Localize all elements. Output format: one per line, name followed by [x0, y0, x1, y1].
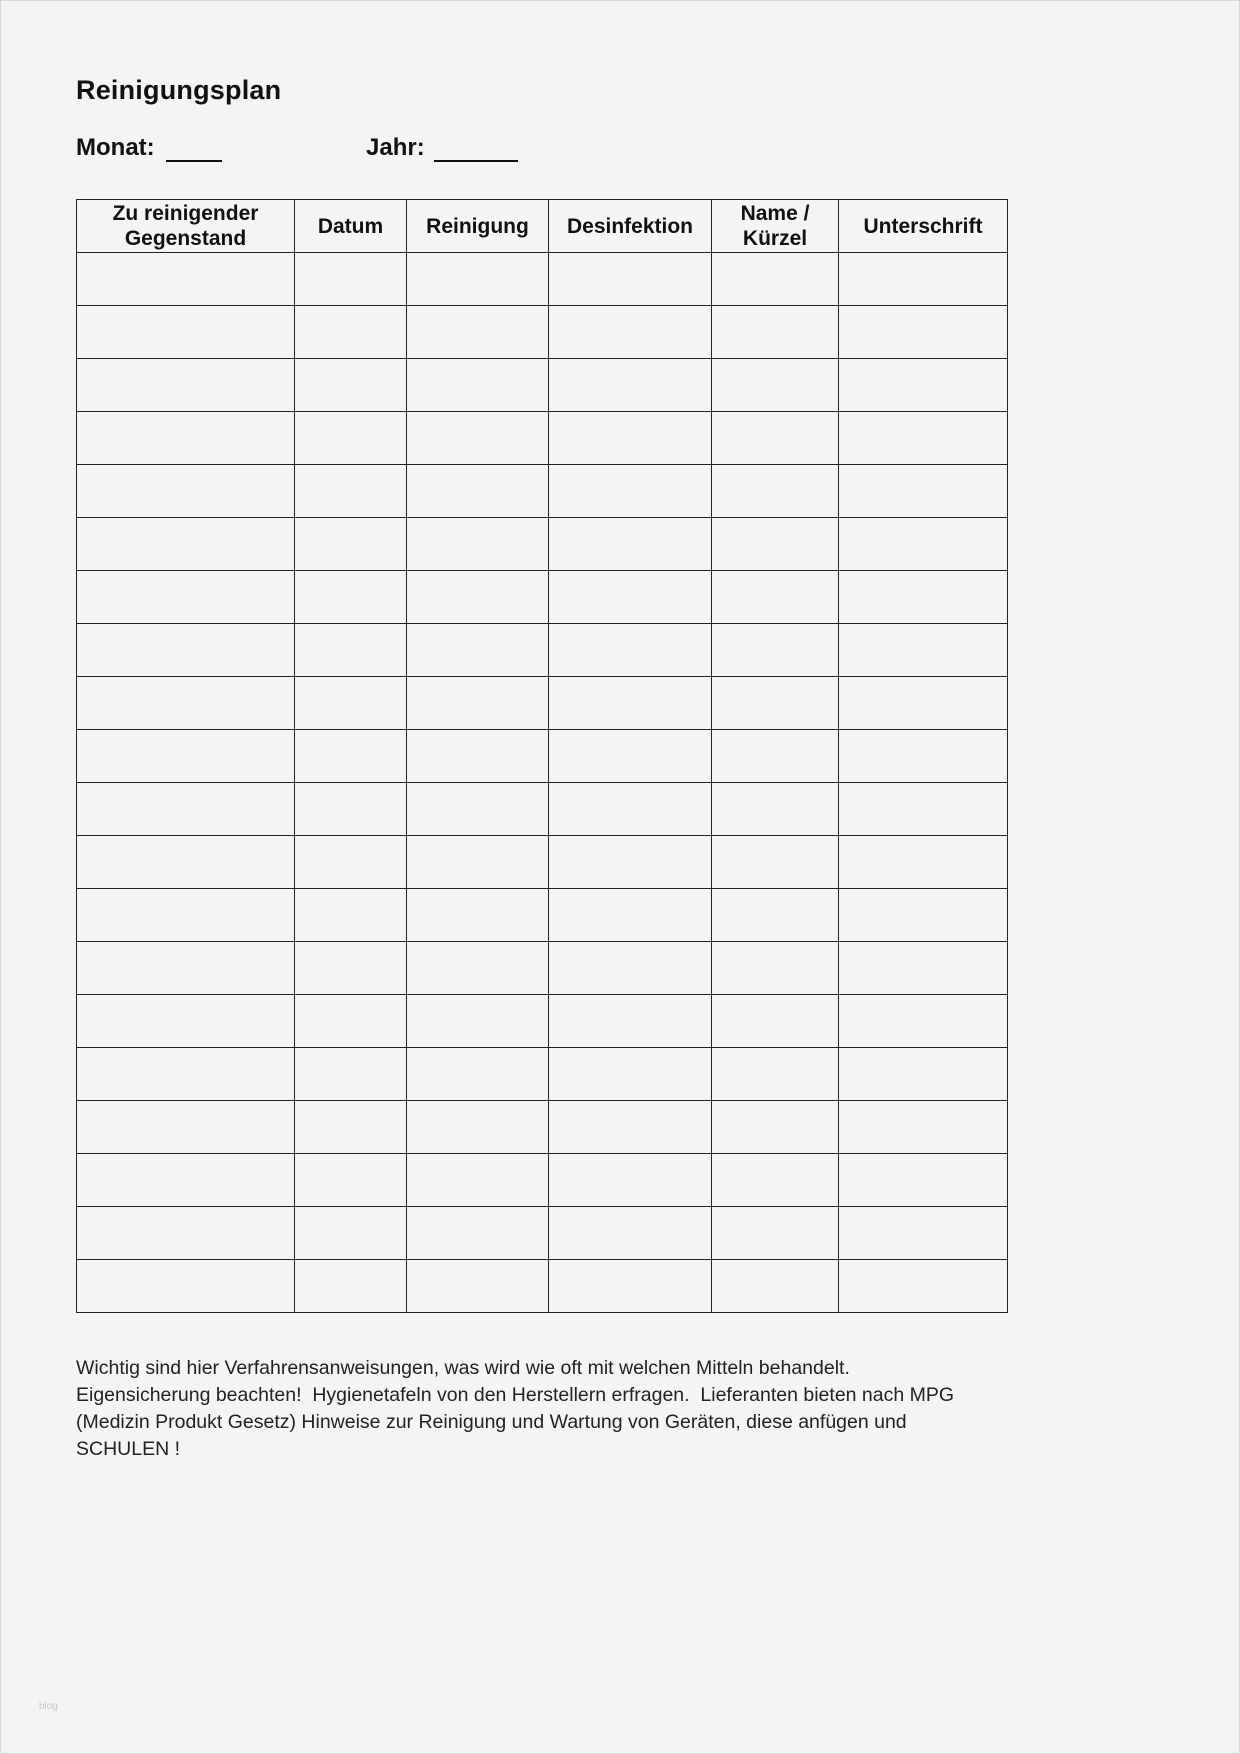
table-cell[interactable]: [712, 1048, 839, 1101]
table-cell[interactable]: [295, 1048, 407, 1101]
table-cell[interactable]: [549, 942, 712, 995]
table-cell[interactable]: [712, 518, 839, 571]
table-cell[interactable]: [712, 942, 839, 995]
table-row: [77, 1048, 1008, 1101]
cleaning-plan-table: [76, 199, 1008, 1313]
table-row: [77, 836, 1008, 889]
table-cell[interactable]: [295, 571, 407, 624]
table-cell[interactable]: [839, 359, 1008, 412]
table-cell[interactable]: [407, 730, 549, 783]
table-cell[interactable]: [77, 412, 295, 465]
table-cell[interactable]: [712, 836, 839, 889]
column-header-signature: Unterschrift: [839, 200, 1008, 253]
table-row: [77, 1101, 1008, 1154]
table-cell[interactable]: [77, 1207, 295, 1260]
table-cell[interactable]: [712, 306, 839, 359]
table-cell[interactable]: [295, 995, 407, 1048]
table-row: [77, 624, 1008, 677]
table-cell[interactable]: [295, 1154, 407, 1207]
column-header-date: Datum: [295, 200, 407, 253]
year-blank-line: [434, 160, 518, 162]
table-cell[interactable]: [549, 1260, 712, 1313]
table-cell[interactable]: [77, 306, 295, 359]
table-cell[interactable]: [407, 306, 549, 359]
table-cell[interactable]: [407, 889, 549, 942]
table-cell[interactable]: [712, 1101, 839, 1154]
table-cell[interactable]: [77, 518, 295, 571]
table-row: [77, 677, 1008, 730]
table-cell[interactable]: [549, 306, 712, 359]
month-blank-line: [166, 160, 222, 162]
table-cell[interactable]: [295, 836, 407, 889]
table-cell[interactable]: [77, 1101, 295, 1154]
table-cell[interactable]: [407, 1048, 549, 1101]
table-cell[interactable]: [549, 889, 712, 942]
table-cell[interactable]: [839, 465, 1008, 518]
table-cell[interactable]: [712, 253, 839, 306]
watermark: blog: [39, 1701, 58, 1712]
table-cell[interactable]: [549, 1154, 712, 1207]
table-body: [77, 253, 1008, 1313]
table-row: [77, 942, 1008, 995]
table-cell[interactable]: [77, 1154, 295, 1207]
table-cell[interactable]: [549, 1207, 712, 1260]
table-cell[interactable]: [295, 412, 407, 465]
table-cell[interactable]: [295, 730, 407, 783]
table-cell[interactable]: [549, 412, 712, 465]
table-cell[interactable]: [77, 783, 295, 836]
table-cell[interactable]: [839, 1048, 1008, 1101]
table-cell[interactable]: [549, 1101, 712, 1154]
table-cell[interactable]: [839, 571, 1008, 624]
table-cell[interactable]: [77, 359, 295, 412]
table-cell[interactable]: [77, 1048, 295, 1101]
table-row: [77, 518, 1008, 571]
table-cell[interactable]: [839, 995, 1008, 1048]
table-cell[interactable]: [549, 624, 712, 677]
table-cell[interactable]: [295, 889, 407, 942]
table-cell[interactable]: [839, 306, 1008, 359]
table-cell[interactable]: [839, 1260, 1008, 1313]
table-cell[interactable]: [407, 571, 549, 624]
column-header-name: Name / Kürzel: [712, 200, 839, 253]
table-cell[interactable]: [839, 783, 1008, 836]
table-cell[interactable]: [295, 465, 407, 518]
page-title: Reinigungsplan: [76, 75, 282, 105]
table-cell[interactable]: [839, 624, 1008, 677]
table-cell[interactable]: [549, 730, 712, 783]
table-cell[interactable]: [839, 942, 1008, 995]
table-cell[interactable]: [407, 1260, 549, 1313]
table-cell[interactable]: [839, 836, 1008, 889]
table-cell[interactable]: [77, 730, 295, 783]
table-cell[interactable]: [839, 253, 1008, 306]
period-fields: [76, 134, 676, 166]
table-cell[interactable]: [712, 677, 839, 730]
table-cell[interactable]: [549, 783, 712, 836]
table-cell[interactable]: [407, 253, 549, 306]
column-header-cleaning: Reinigung: [407, 200, 549, 253]
table-cell[interactable]: [295, 306, 407, 359]
table-cell[interactable]: [295, 359, 407, 412]
table-cell[interactable]: [712, 1260, 839, 1313]
table-cell[interactable]: [712, 624, 839, 677]
table-cell[interactable]: [77, 889, 295, 942]
table-row: [77, 359, 1008, 412]
table-cell[interactable]: [407, 783, 549, 836]
table-header-row: [77, 200, 1008, 253]
table-cell[interactable]: [549, 995, 712, 1048]
table-cell[interactable]: [77, 253, 295, 306]
table-cell[interactable]: [712, 1207, 839, 1260]
footer-note: Wichtig sind hier Verfahrensanweisungen, was wird wie oft mit welchen Mitteln behandelt. Eigensicherung beachten! Hygienetafeln von den Herstellern erfragen. Lieferanten bieten nach MPG (Medizin Produkt Gesetz) Hinweise zur Reinigung und Wartung von Geräten, diese anfügen und SCHULEN !: [76, 1357, 955, 1460]
table-cell[interactable]: [407, 624, 549, 677]
table-cell[interactable]: [407, 1154, 549, 1207]
table-cell[interactable]: [77, 1260, 295, 1313]
table-cell[interactable]: [407, 465, 549, 518]
table-cell[interactable]: [712, 571, 839, 624]
table-cell[interactable]: [295, 1101, 407, 1154]
table-row: [77, 1154, 1008, 1207]
table-cell[interactable]: [77, 995, 295, 1048]
table-cell[interactable]: [839, 889, 1008, 942]
table-cell[interactable]: [839, 730, 1008, 783]
table-cell[interactable]: [549, 359, 712, 412]
table-row: [77, 306, 1008, 359]
table-row: [77, 783, 1008, 836]
table-row: [77, 889, 1008, 942]
table-cell[interactable]: [712, 995, 839, 1048]
table-cell[interactable]: [549, 677, 712, 730]
table-cell[interactable]: [295, 624, 407, 677]
column-header-disinfection: Desinfektion: [549, 200, 712, 253]
table-cell[interactable]: [549, 253, 712, 306]
table-cell[interactable]: [549, 1048, 712, 1101]
table-cell[interactable]: [77, 836, 295, 889]
table-cell[interactable]: [295, 253, 407, 306]
table-cell[interactable]: [407, 359, 549, 412]
table-row: [77, 253, 1008, 306]
table-cell[interactable]: [839, 677, 1008, 730]
table-cell[interactable]: [77, 624, 295, 677]
table-cell[interactable]: [77, 677, 295, 730]
table-cell[interactable]: [295, 1260, 407, 1313]
table-cell[interactable]: [712, 412, 839, 465]
year-label: Jahr:: [366, 134, 425, 161]
table-row: [77, 465, 1008, 518]
table-cell[interactable]: [712, 465, 839, 518]
table-cell[interactable]: [407, 412, 549, 465]
table-cell[interactable]: [295, 1207, 407, 1260]
table-cell[interactable]: [77, 571, 295, 624]
column-header-object: Zu reinigender Gegenstand: [77, 200, 295, 253]
table-cell[interactable]: [549, 836, 712, 889]
table-cell[interactable]: [77, 465, 295, 518]
month-label: Monat:: [76, 134, 155, 161]
table-cell[interactable]: [839, 1101, 1008, 1154]
table-cell[interactable]: [712, 730, 839, 783]
table-cell[interactable]: [839, 412, 1008, 465]
table-row: [77, 571, 1008, 624]
table-cell[interactable]: [712, 1154, 839, 1207]
table-cell[interactable]: [712, 889, 839, 942]
table-cell[interactable]: [549, 465, 712, 518]
table-cell[interactable]: [712, 783, 839, 836]
table-cell[interactable]: [407, 995, 549, 1048]
table-cell[interactable]: [295, 677, 407, 730]
table-row: [77, 1207, 1008, 1260]
table-cell[interactable]: [549, 518, 712, 571]
table-cell[interactable]: [407, 1207, 549, 1260]
table-cell[interactable]: [549, 571, 712, 624]
table-cell[interactable]: [712, 359, 839, 412]
table-cell[interactable]: [839, 518, 1008, 571]
table-cell[interactable]: [407, 836, 549, 889]
table-row: [77, 412, 1008, 465]
table-cell[interactable]: [295, 942, 407, 995]
table-cell[interactable]: [295, 783, 407, 836]
table-cell[interactable]: [839, 1207, 1008, 1260]
table-row: [77, 995, 1008, 1048]
table-cell[interactable]: [839, 1154, 1008, 1207]
table-row: [77, 1260, 1008, 1313]
table-row: [77, 730, 1008, 783]
table-cell[interactable]: [407, 518, 549, 571]
table-cell[interactable]: [407, 677, 549, 730]
table-cell[interactable]: [407, 1101, 549, 1154]
table-cell[interactable]: [77, 942, 295, 995]
table-cell[interactable]: [407, 942, 549, 995]
table-cell[interactable]: [295, 518, 407, 571]
